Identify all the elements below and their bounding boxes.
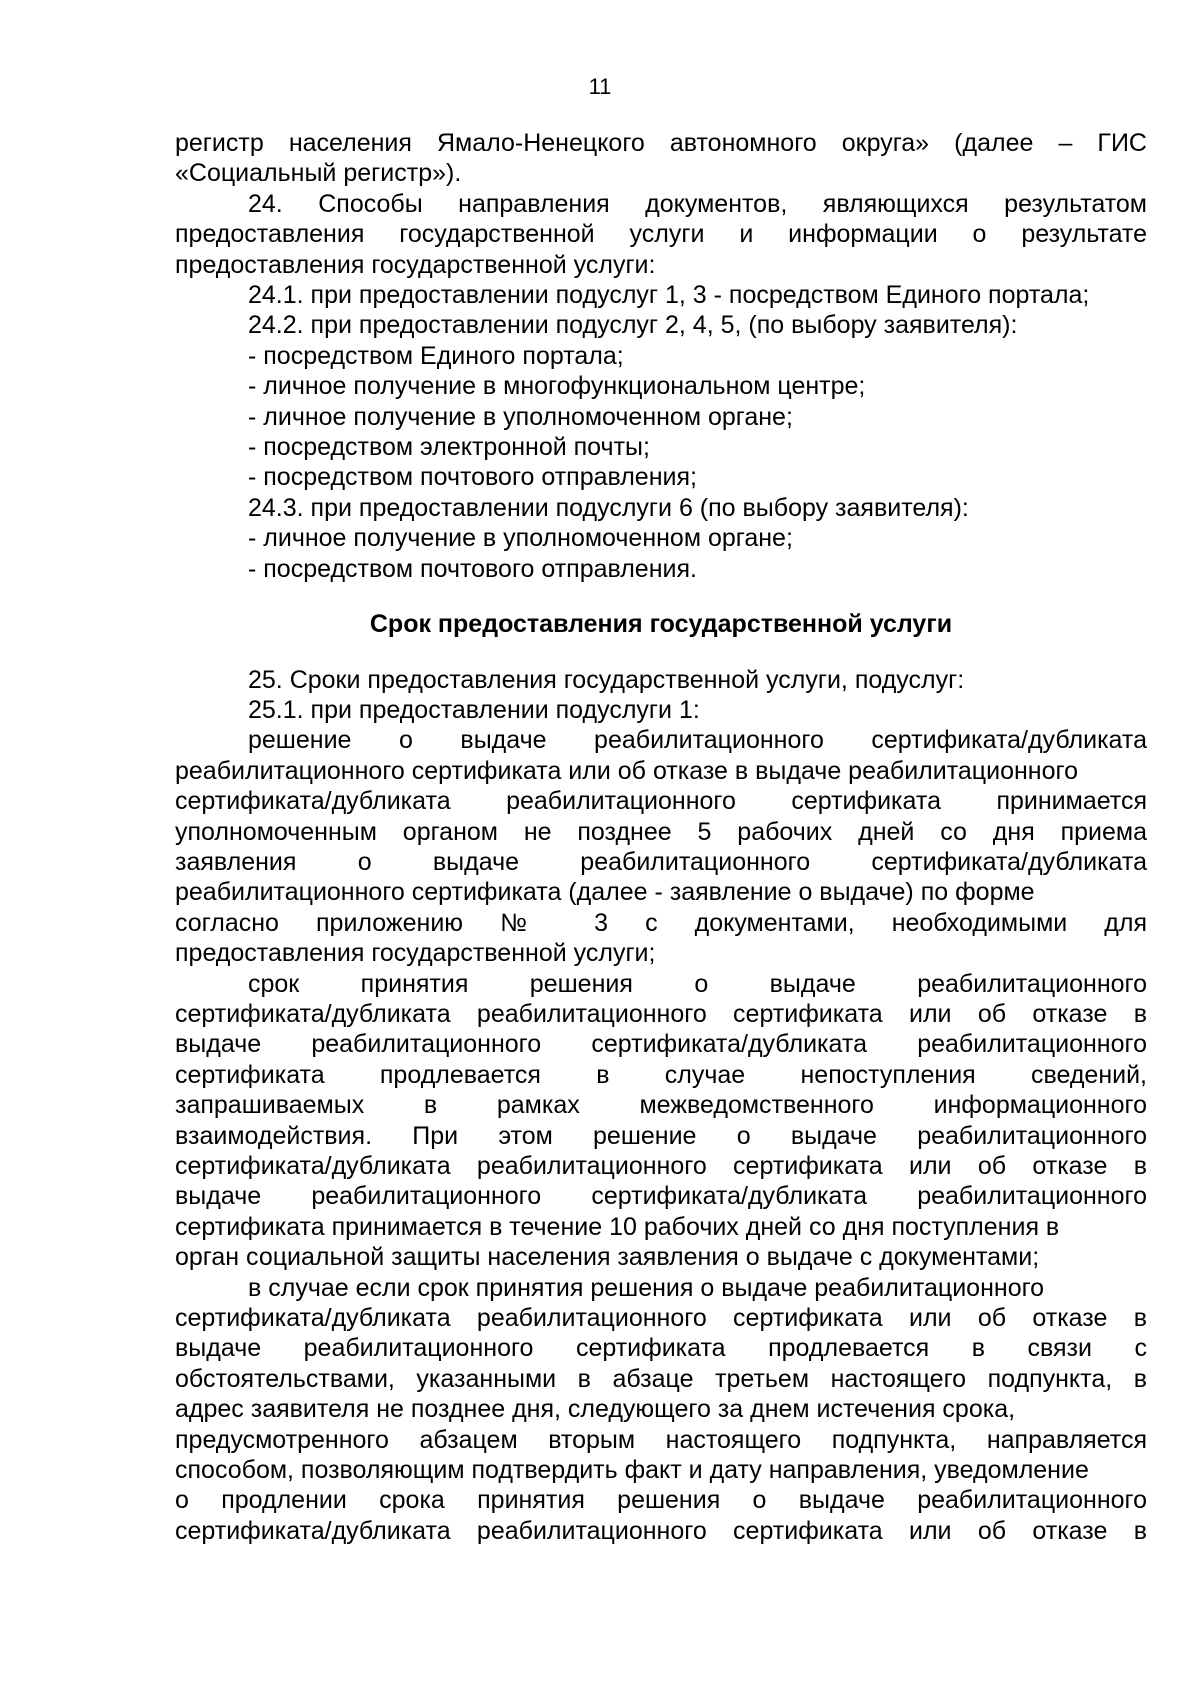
text-line: предоставления государственной услуги; — [175, 939, 656, 968]
text-line: реабилитационного сертификата (далее - заявление о выдаче) по форме — [175, 878, 1035, 907]
text-line: обстоятельствами, указанными в абзаце третьем настоящего подпункта, в — [175, 1364, 1147, 1393]
text-line: сертификата продлевается в случае непоступления сведений, — [175, 1060, 1147, 1089]
text-line: согласно приложению № 3 с документами, необходимыми для — [175, 908, 1147, 937]
list-item: - посредством Единого портала; — [248, 341, 624, 370]
text-line: 25.1. при предоставлении подуслуги 1: — [248, 695, 700, 724]
list-item: - посредством почтового отправления. — [248, 554, 697, 583]
text-line: регистр населения Ямало-Ненецкого автономного округа» (далее – ГИС — [175, 129, 1147, 157]
text-line: сертификата принимается в течение 10 рабочих дней со дня поступления в — [175, 1212, 1060, 1241]
text-line: в случае если срок принятия решения о выдаче реабилитационного — [248, 1273, 1045, 1302]
text-line: 24.3. при предоставлении подуслуги 6 (по выбору заявителя): — [248, 493, 969, 522]
text-line: предусмотренного абзацем вторым настоящего подпункта, направляется — [175, 1425, 1147, 1454]
text-line: выдаче реабилитационного сертификата продлевается в связи с — [175, 1334, 1147, 1363]
text-line: предоставления государственной услуги: — [175, 250, 656, 279]
text-line: «Социальный регистр»). — [175, 159, 462, 188]
text-line: 25. Сроки предоставления государственной услуги, подуслуг: — [248, 665, 965, 694]
text-line: предоставления государственной услуги и информации о результате — [175, 220, 1147, 249]
text-line: выдаче реабилитационного сертификата/дубликата реабилитационного — [175, 1030, 1147, 1059]
text-line: сертификата/дубликата реабилитационного сертификата или об отказе в — [175, 1304, 1147, 1333]
text-line: сертификата/дубликата реабилитационного сертификата принимается — [175, 787, 1147, 816]
list-item: - личное получение в многофункциональном центре; — [248, 372, 866, 401]
list-item: - личное получение в уполномоченном органе; — [248, 524, 793, 553]
text-line: орган социальной защиты населения заявления о выдаче с документами; — [175, 1243, 1040, 1272]
section-heading: Срок предоставления государственной услуги — [369, 610, 953, 639]
text-line: выдаче реабилитационного сертификата/дубликата реабилитационного — [175, 1182, 1147, 1211]
text-line: уполномоченным органом не позднее 5 рабочих дней со дня приема — [175, 817, 1147, 846]
list-item: - посредством почтового отправления; — [248, 463, 697, 492]
text-line: сертификата/дубликата реабилитационного сертификата или об отказе в — [175, 1516, 1147, 1545]
text-line: решение о выдаче реабилитационного сертификата/дубликата — [248, 726, 1147, 755]
document-body — [175, 128, 1147, 1546]
text-line: запрашиваемых в рамках межведомственного информационного — [175, 1091, 1147, 1120]
text-line: адрес заявителя не позднее дня, следующего за днем истечения срока, — [175, 1395, 1016, 1424]
text-line: 24. Способы направления документов, являющихся результатом — [248, 189, 1147, 218]
text-line: 24.2. при предоставлении подуслуг 2, 4, 5, (по выбору заявителя): — [248, 311, 1018, 340]
list-item: - посредством электронной почты; — [248, 433, 650, 462]
text-line: о продлении срока принятия решения о выдаче реабилитационного — [175, 1486, 1147, 1515]
text-line: 24.1. при предоставлении подуслуг 1, 3 - посредством Единого портала; — [248, 281, 1090, 310]
text-line: взаимодействия. При этом решение о выдаче реабилитационного — [175, 1121, 1147, 1150]
text-line: срок принятия решения о выдаче реабилитационного — [248, 969, 1147, 998]
text-line: сертификата/дубликата реабилитационного сертификата или об отказе в — [175, 999, 1147, 1028]
text-line: сертификата/дубликата реабилитационного сертификата или об отказе в — [175, 1152, 1147, 1180]
text-line: реабилитационного сертификата или об отказе в выдаче реабилитационного — [175, 756, 1078, 785]
text-line: способом, позволяющим подтвердить факт и дату направления, уведомление — [175, 1456, 1089, 1485]
page-number: 11 — [588, 74, 612, 99]
text-line: заявления о выдаче реабилитационного сертификата/дубликата — [175, 847, 1147, 876]
list-item: - личное получение в уполномоченном органе; — [248, 402, 793, 431]
